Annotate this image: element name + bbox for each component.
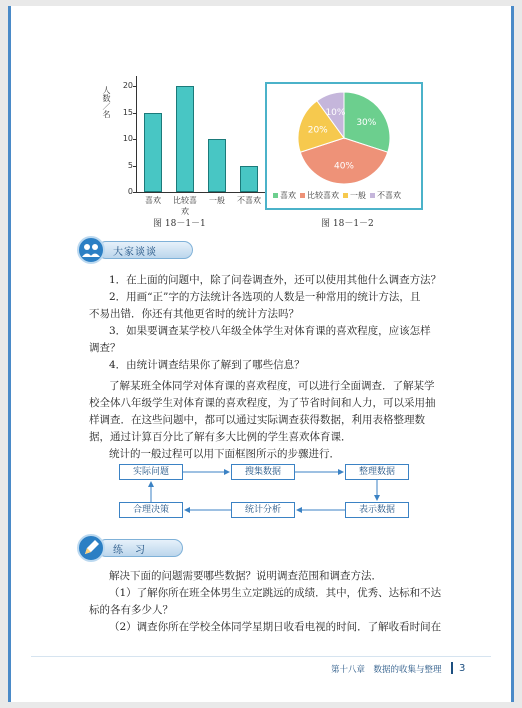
legend-item xyxy=(300,191,339,200)
y-tick-mark xyxy=(133,192,136,193)
exercise-title: 练 习 xyxy=(113,545,146,556)
exercise-line: 解决下面的问题需要哪些数据？说明调查范围和调查方法． xyxy=(109,570,382,582)
body-line: 据，通过计算百分比了解有多大比例的学生喜欢体育课． xyxy=(89,431,352,443)
legend-label: 喜欢 xyxy=(280,191,296,200)
body-line: 样调查．在这些问题中，都可以通过实际调查获得数据，利用表格整理数 xyxy=(89,414,425,426)
bar xyxy=(208,139,226,192)
legend-swatch xyxy=(343,193,348,198)
discussion-line: 1．在上面的问题中，除了问卷调查外，还可以使用其他什么调查方法？ xyxy=(109,274,442,286)
bar-chart xyxy=(102,66,266,216)
discussion-line: 3．如果要调查某学校八年级全体学生对体育课的喜欢程度，应该怎样 xyxy=(109,325,431,337)
legend-item xyxy=(343,191,366,200)
legend-label: 不喜欢 xyxy=(377,191,401,200)
discussion-title: 大家谈谈 xyxy=(113,247,157,258)
y-tick-label: 0 xyxy=(127,187,133,196)
pie-slice-label: 10% xyxy=(325,107,346,118)
pie-slice-label: 40% xyxy=(333,161,355,172)
legend-item xyxy=(370,191,401,200)
pie-slice-label: 30% xyxy=(356,117,377,128)
footer-chapter: 第十八章 数据的收集与整理 xyxy=(331,665,442,675)
flow-box-represent-data: 表示数据 xyxy=(345,502,409,518)
exercise-line: 标的各有多少人？ xyxy=(89,604,173,616)
figure-2-caption: 图 18－1－2 xyxy=(321,219,374,229)
body-line: 了解某班全体同学对体育课的喜欢程度，可以进行全面调查．了解某学 xyxy=(109,380,435,392)
exercise-badge xyxy=(77,534,187,558)
x-category-label: 一般 xyxy=(209,196,225,205)
legend-swatch xyxy=(370,193,375,198)
legend-label: 比较喜欢 xyxy=(307,191,339,200)
flow-box-organize-data: 整理数据 xyxy=(345,464,409,480)
y-tick-label: 5 xyxy=(127,160,133,170)
pie-slice-label: 20% xyxy=(307,125,328,136)
legend-swatch xyxy=(300,193,305,198)
x-category-label: 喜欢 xyxy=(145,196,161,205)
y-tick-mark xyxy=(133,86,136,87)
page-number: 3 xyxy=(459,663,466,674)
footer-rule xyxy=(31,656,491,657)
pie-chart-frame xyxy=(265,82,423,210)
y-tick-label: 10 xyxy=(122,134,133,143)
bar xyxy=(176,86,194,192)
pie-chart xyxy=(267,86,421,192)
y-tick-mark xyxy=(133,166,136,167)
pencil-icon xyxy=(77,534,105,562)
body-line: 统计的一般过程可以用下面框图所示的步骤进行． xyxy=(109,448,340,460)
flow-arrows xyxy=(111,456,421,526)
y-axis-label: 人数／名 xyxy=(102,86,111,118)
bar xyxy=(144,113,162,193)
legend-label: 一般 xyxy=(350,191,366,200)
textbook-page xyxy=(8,6,514,702)
people-icon xyxy=(77,236,105,264)
y-tick-label: 15 xyxy=(122,107,133,117)
discussion-badge xyxy=(77,236,197,260)
discussion-line: 4．由统计调查结果你了解到了哪些信息？ xyxy=(109,359,305,371)
legend-swatch xyxy=(273,193,278,198)
discussion-line: 不易出错．你还有其他更省时的统计方法吗？ xyxy=(89,308,299,320)
y-tick-mark xyxy=(133,139,136,140)
discussion-line: 2．用画“正”字的方法统计各选项的人数是一种常用的统计方法，且 xyxy=(109,291,421,303)
x-category-label: 比较喜欢 xyxy=(173,196,197,216)
x-axis-line xyxy=(136,192,266,193)
figure-1-caption: 图 18－1－1 xyxy=(153,219,206,229)
body-line: 校全体八年级学生对体育课的喜欢程度，为了节省时间和人力，可以采用抽 xyxy=(89,397,436,409)
footer-divider xyxy=(451,662,453,674)
exercise-line: （1）了解你所在班全体男生立定跳远的成绩．其中，优秀、达标和不达 xyxy=(109,587,442,599)
flow-box-collect-data: 搜集数据 xyxy=(231,464,295,480)
pie-legend xyxy=(273,190,405,201)
discussion-line: 调查？ xyxy=(89,342,121,354)
bar xyxy=(240,166,258,193)
flow-box-real-problem: 实际问题 xyxy=(119,464,183,480)
y-axis-line xyxy=(136,76,137,192)
exercise-line: （2）调查你所在学校全体同学星期日收看电视的时间．了解收看时间在 xyxy=(109,621,442,633)
legend-item xyxy=(273,191,296,200)
y-tick-mark xyxy=(133,113,136,114)
y-tick-label: 20 xyxy=(122,81,133,90)
flow-box-make-decision: 合理决策 xyxy=(119,502,183,518)
x-category-label: 不喜欢 xyxy=(237,196,261,205)
flow-box-analyze: 统计分析 xyxy=(231,502,295,518)
